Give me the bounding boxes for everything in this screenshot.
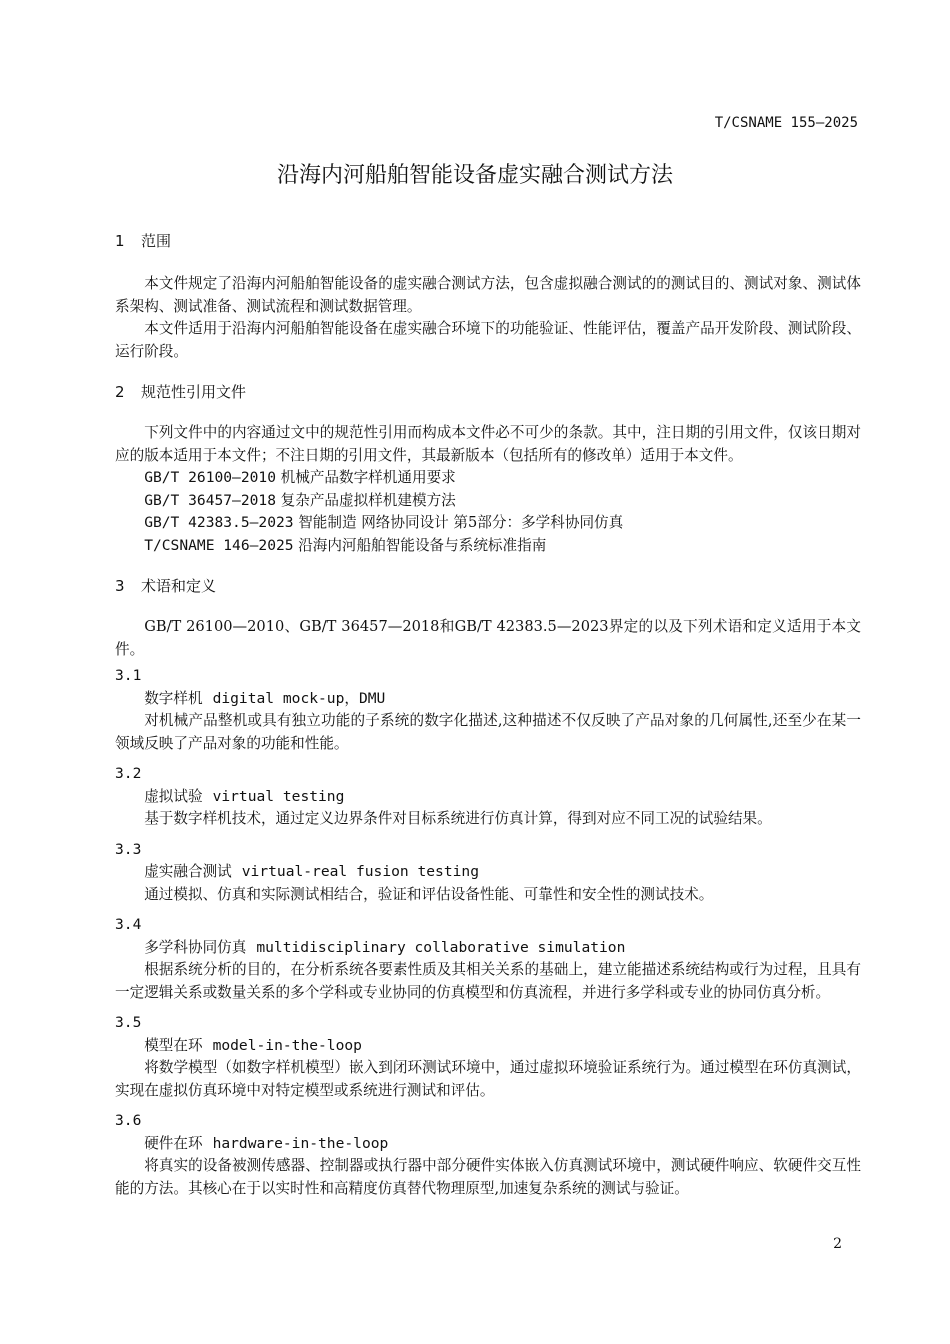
term-entry <box>115 665 861 755</box>
term-definition: 对机械产品整机或具有独立功能的子系统的数字化描述,这种描述不仅反映了产品对象的几何属性,还至少在某一领域反映了产品对象的功能和性能。 <box>115 712 861 752</box>
term-definition: 通过模拟、仿真和实际测试相结合，验证和评估设备性能、可靠性和安全性的测试技术。 <box>144 885 714 903</box>
terms-intro: GB/T 26100—2010、GB/T 36457—2018和GB/T 42383.5—2023界定的以及下列术语和定义适用于本文件。 <box>115 618 861 658</box>
term-number: 3.4 <box>115 916 142 933</box>
refs-intro: 下列文件中的内容通过文中的规范性引用而构成本文件必不可少的条款。其中，注日期的引用文件，仅该日期对应的版本适用于本文件；不注日期的引用文件，其最新版本（包括所有的修改单）适用于本文件。 <box>115 424 861 464</box>
section-heading-scope: 1 范围 <box>115 232 172 250</box>
term-number: 3.2 <box>115 765 142 782</box>
standard-code: T/CSNAME 155—2025 <box>714 115 858 131</box>
ref-item: GB/T 42383.5—2023 智能制造 网络协同设计 第5部分：多学科协同仿真 <box>144 514 624 531</box>
document-body <box>115 230 861 1208</box>
term-entry <box>115 839 861 907</box>
term-number: 3.6 <box>115 1112 142 1129</box>
term-definition: 将数学模型（如数字样机模型）嵌入到闭环测试环境中，通过虚拟环境验证系统行为。通过模型在环仿真测试，实现在虚拟仿真环境中对特定模型或系统进行测试和评估。 <box>115 1059 861 1099</box>
section-heading-terms: 3 术语和定义 <box>115 577 217 595</box>
term-number: 3.3 <box>115 840 142 858</box>
term-definition: 将真实的设备被测传感器、控制器或执行器中部分硬件实体嵌入仿真测试环境中，测试硬件响应、软硬件交互性能的方法。其核心在于以实时性和高精度仿真替代物理原型,加速复杂系统的测试与验证。 <box>115 1157 861 1197</box>
term-name: 模型在环 model-in-the-loop <box>144 1036 362 1054</box>
page-number: 2 <box>833 1236 842 1252</box>
term-name: 数字样机 digital mock-up，DMU <box>144 689 386 707</box>
ref-item: T/CSNAME 146—2025 沿海内河船舶智能设备与系统标准指南 <box>144 536 547 554</box>
document-title: 沿海内河船舶智能设备虚实融合测试方法 <box>276 163 673 188</box>
term-definition: 基于数字样机技术，通过定义边界条件对目标系统进行仿真计算，得到对应不同工况的试验结果。 <box>144 810 772 827</box>
scope-paragraph-1: 本文件规定了沿海内河船舶智能设备的虚实融合测试方法，包含虚拟融合测试的的测试目的、测试对象、测试体系架构、测试准备、测试流程和测试数据管理。 <box>115 275 861 315</box>
term-number: 3.1 <box>115 667 142 684</box>
term-name: 硬件在环 hardware-in-the-loop <box>144 1134 389 1152</box>
ref-item: GB/T 36457—2018 复杂产品虚拟样机建模方法 <box>144 491 456 509</box>
term-definition: 根据系统分析的目的，在分析系统各要素性质及其相关关系的基础上，建立能描述系统结构或行为过程，且具有一定逻辑关系或数量关系的多个学科或专业协同的仿真模型和仿真流程，并进行多学科或专业的协同仿真分析。 <box>115 961 861 1001</box>
term-entry <box>115 1012 861 1102</box>
section-heading-refs: 2 规范性引用文件 <box>115 383 247 401</box>
term-name: 虚实融合测试 virtual-real fusion testing <box>144 863 479 880</box>
term-entry <box>115 1110 861 1200</box>
term-entry <box>115 914 861 1004</box>
term-entry <box>115 763 861 831</box>
ref-item: GB/T 26100—2010 机械产品数字样机通用要求 <box>144 469 456 486</box>
scope-paragraph-2: 本文件适用于沿海内河船舶智能设备在虚实融合环境下的功能验证、性能评估，覆盖产品开发阶段、测试阶段、运行阶段。 <box>115 320 861 360</box>
term-number: 3.5 <box>115 1014 142 1031</box>
term-name: 多学科协同仿真 multidisciplinary collaborative simulation <box>144 938 626 956</box>
term-name: 虚拟试验 virtual testing <box>144 787 345 805</box>
